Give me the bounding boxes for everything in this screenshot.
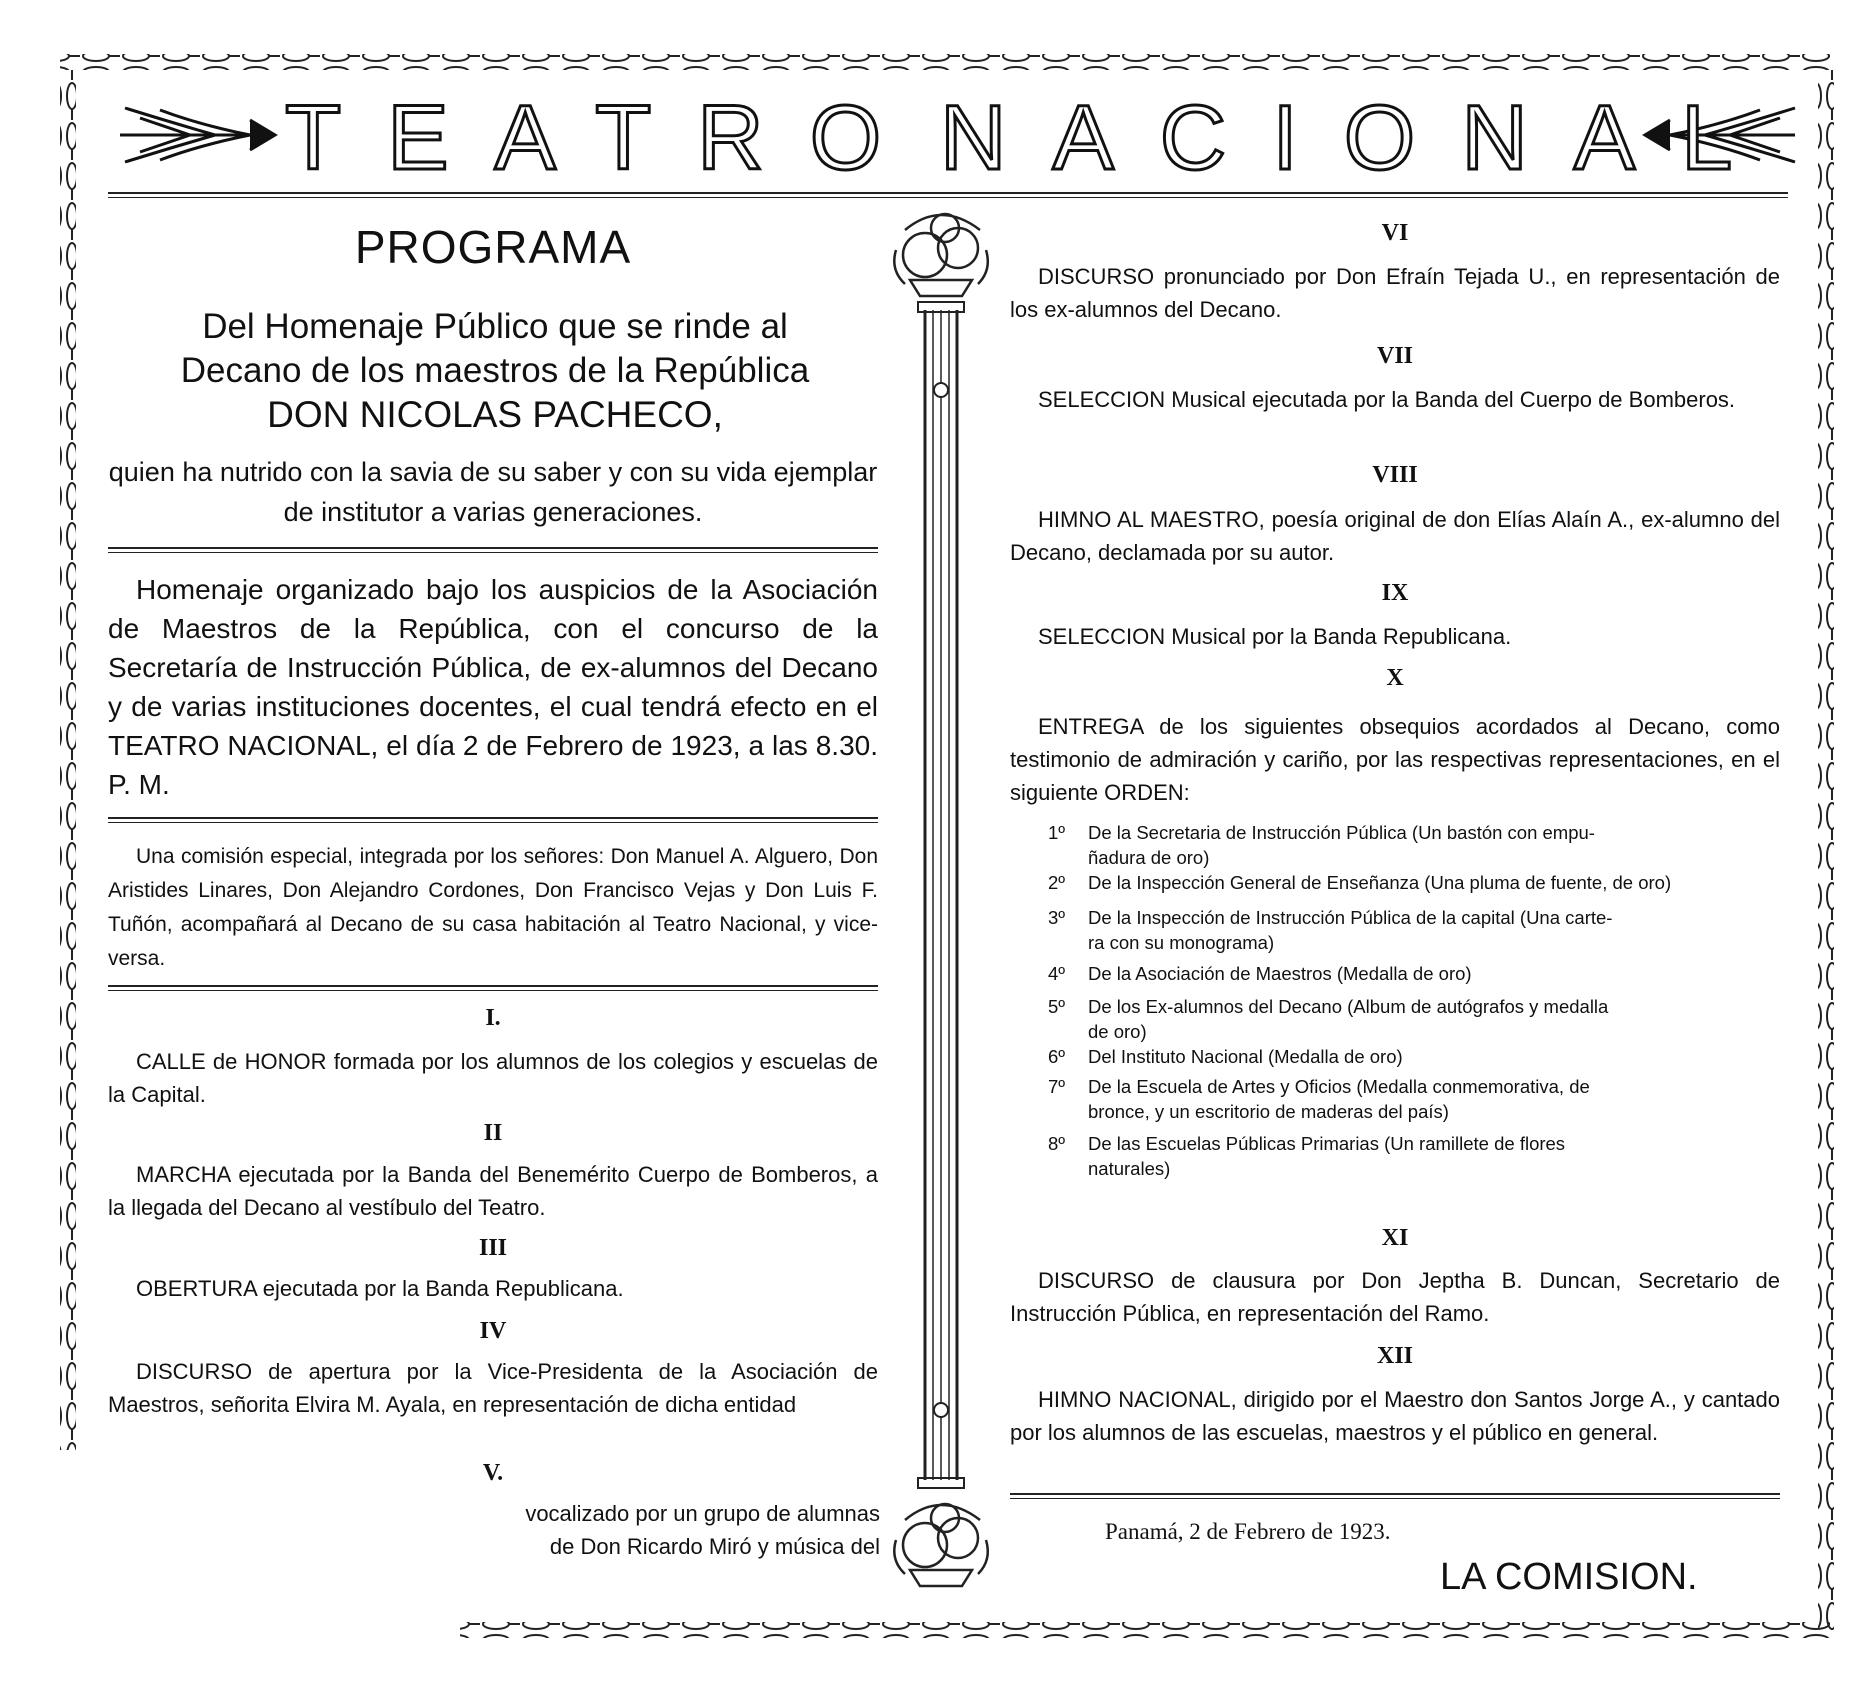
obsequio-line: De las Escuelas Públicas Primarias (Un ramillete de flores [1088,1133,1566,1154]
honoree-name: DON NICOLAS PACHECO, [267,394,723,435]
obsequio-item [1048,961,1780,994]
homenaje-line-2: Decano de los maestros de la República [180,351,810,390]
obsequio-line: De la Escuela de Artes y Oficios (Medalla conmemorativa, de [1088,1076,1590,1097]
item-number-vi: VI [1381,220,1409,246]
item-text-vi: DISCURSO pronunciado por Don Efraín Tejada U., en representación de los ex-alumnos del Decano. [1010,264,1780,322]
obsequio-continuation: ra con su monograma) [1088,932,1275,953]
left-leaf-ornament [120,108,275,162]
obsequio-continuation: naturales) [1088,1158,1171,1179]
programa-title: PROGRAMA [354,221,632,273]
item-text-x: ENTREGA de los siguientes obsequios acordados al Decano, como testimonio de admiración y cariño, por las respectivas representaciones, en el siguiente ORDEN: [1010,714,1780,805]
obsequio-continuation: bronce, y un escritorio de maderas del país) [1088,1101,1449,1122]
obsequio-item [1048,1131,1780,1181]
item-number-iii: III [478,1235,508,1261]
item-text-viii: HIMNO AL MAESTRO, poesía original de don Elías Alaín A., ex-alumno del Decano, declamada por su autor. [1010,507,1780,565]
obsequio-text: De la Asociación de Maestros (Medalla de oro) [1088,963,1472,984]
obsequio-item [1048,820,1780,870]
obsequio-continuation: de oro) [1088,1021,1147,1042]
right-rule-bottom [1010,1493,1780,1499]
item-number-vii: VII [1376,343,1413,369]
item-number-iv: IV [479,1318,507,1344]
item-text-i: CALLE de HONOR formada por los alumnos de los colegios y escuelas de la Capital. [108,1049,878,1107]
item-text-ix: SELECCION Musical por la Banda Republicana. [1038,624,1512,649]
item-text-vii: SELECCION Musical ejecutada por la Banda del Cuerpo de Bomberos. [1038,387,1736,412]
obsequio-number: 2º [1048,872,1066,893]
homenaje-subtitle: quien ha nutrido con la savia de su saber y con su vida ejemplar de institutor a varias generaciones. [108,457,878,527]
homenaje-line-1: Del Homenaje Público que se rinde al [202,307,788,346]
obsequio-item [1048,994,1780,1044]
fruit-basket-top [894,214,988,296]
obsequio-number: 3º [1048,907,1066,928]
comision-paragraph: Una comisión especial, integrada por los señores: Don Manuel A. Alguero, Don Aristides Linares, Don Alejandro Cordones, Don Francisco Vejas y Don Luis F. Tuñón, acompañará al Decano de su casa habitación al Teatro Nacional, y vice-versa. [108,845,878,970]
obsequio-text [1088,820,1780,870]
obsequio-line: De la Secretaria de Instrucción Pública (Un bastón con empu- [1088,822,1595,843]
item-number-v: V. [482,1460,504,1486]
left-rule-3 [108,985,878,991]
obsequio-line: De la Inspección de Instrucción Pública de la capital (Una carte- [1088,907,1613,928]
item-number-x: X [1386,665,1404,691]
obsequio-text: De la Inspección General de Enseñanza (Una pluma de fuente, de oro) [1088,872,1672,893]
obsequio-number: 1º [1048,822,1066,843]
fruit-basket-bottom [894,1504,988,1586]
obsequios-list [1048,820,1780,1181]
obsequio-number: 8º [1048,1133,1066,1154]
obsequio-text: Del Instituto Nacional (Medalla de oro) [1088,1046,1403,1067]
item-number-xii: XII [1376,1343,1413,1369]
obsequio-text [1088,1131,1780,1181]
item-text-xi: DISCURSO de clausura por Don Jeptha B. Duncan, Secretario de Instrucción Pública, en representación del Ramo. [1010,1268,1780,1326]
obsequio-continuation: ñadura de oro) [1088,847,1210,868]
left-rule-2 [108,817,878,823]
item-text-ii: MARCHA ejecutada por la Banda del Benemérito Cuerpo de Bomberos, a la llegada del Decano al vestíbulo del Teatro. [108,1162,878,1220]
item-number-ii: II [483,1120,503,1146]
obsequio-number: 4º [1048,963,1066,984]
date-line: Panamá, 2 de Febrero de 1923. [1105,1519,1391,1544]
title-nacional: NACIONAL [940,86,1779,189]
obsequio-number: 5º [1048,996,1066,1017]
obsequio-number: 6º [1048,1046,1066,1067]
obsequio-number: 7º [1048,1076,1066,1097]
item-text-iii: OBERTURA ejecutada por la Banda Republicana. [136,1276,624,1301]
header-rule [108,192,1788,198]
item-text-v-line1: vocalizado por un grupo de alumnas [525,1501,880,1526]
organized-paragraph: Homenaje organizado bajo los auspicios de la Asociación de Maestros de la República, con el concurso de la Secretaría de Instrucción Pública, de ex-alumnos del Decano y de varias instituciones docentes, el cual tendrá efecto en el TEATRO NACIONAL, el día 2 de Febrero de 1923, a las 8.30. P. M. [108,574,878,800]
item-number-viii: VIII [1372,462,1418,488]
signature: LA COMISION. [1440,1556,1698,1598]
obsequio-item [1048,1074,1780,1131]
item-number-i: I. [485,1005,501,1031]
obsequio-text [1088,1074,1780,1131]
item-number-ix: IX [1381,580,1409,606]
obsequio-item [1048,905,1780,961]
obsequio-text [1088,905,1780,961]
obsequio-item [1048,1044,1780,1074]
item-text-xii: HIMNO NACIONAL, dirigido por el Maestro don Santos Jorge A., y cantado por los alumnos de las escuelas, maestros y el público en general. [1010,1387,1780,1445]
item-text-iv: DISCURSO de apertura por la Vice-Presidenta de la Asociación de Maestros, señorita Elvira M. Ayala, en representación de dicha entidad [108,1359,878,1417]
item-text-v-line2: de Don Ricardo Miró y música del [549,1534,880,1559]
obsequio-text [1088,994,1780,1044]
center-column [894,214,988,1586]
left-rule-1 [108,547,878,553]
title-teatro: TEATRO [285,86,928,189]
obsequio-item [1048,870,1780,905]
obsequio-line: De los Ex-alumnos del Decano (Album de autógrafos y medalla [1088,996,1609,1017]
item-number-xi: XI [1381,1225,1409,1251]
